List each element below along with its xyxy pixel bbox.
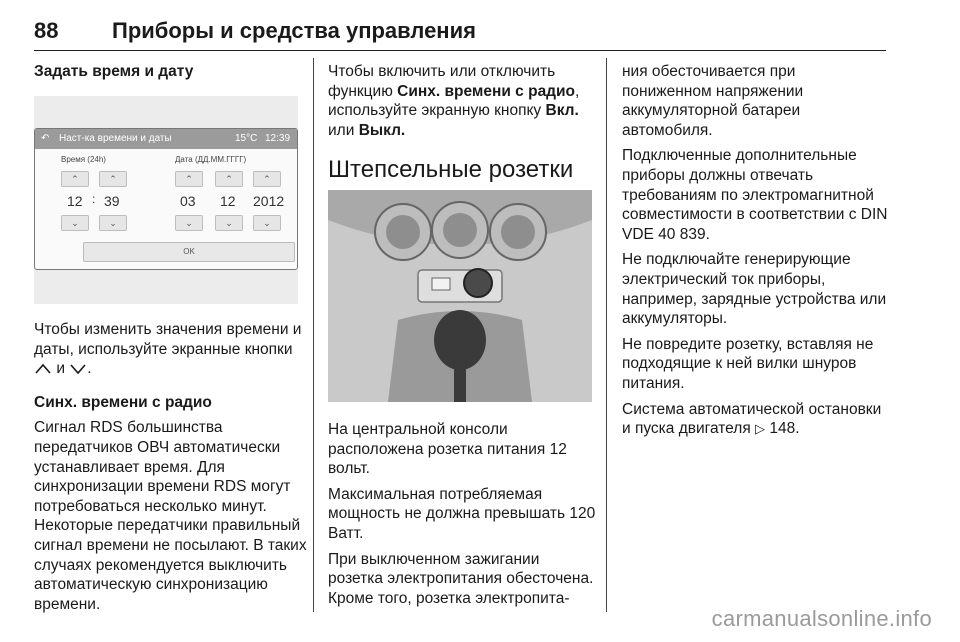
year-down-button[interactable] [253,215,281,231]
page-ref-icon[interactable]: ▷ [755,421,766,437]
year-up-button[interactable] [253,171,281,187]
ok-button[interactable]: OK [83,242,295,262]
chevron-down-icon: ⌄ [225,218,233,228]
chevron-down-icon: ⌄ [263,218,271,228]
watermark: carmanualsonline.info [711,606,932,631]
minute-up-button[interactable] [99,171,127,187]
time-colon: : [92,192,96,206]
month-down-button[interactable] [215,215,243,231]
chevron-up-icon: ⌃ [71,174,79,184]
date-label: Дата (ДД.ММ.ГГГГ) [175,155,247,164]
column-divider-2 [606,58,607,612]
paragraph-text: Чтобы включить или отключить функцию [328,63,556,100]
chevron-up-icon: ⌃ [185,174,193,184]
bold-term-sync: Синх. времени с радио [397,82,576,100]
column-3 [622,62,888,445]
paragraph-toggle-sync [328,62,596,140]
page-reference[interactable]: 148. [769,420,800,438]
hour-down-button[interactable] [61,215,89,231]
column-1 [34,62,304,88]
paragraph-rds: Сигнал RDS большинства передатчиков ОВЧ автоматически устанавливает время. Для синхронизации времени RDS могут потребоваться несколько минут. Некоторые передатчики правильный сигнал времени не посылают. В таких случаях рекомендуется выключить автоматическую синхронизацию времени. [34,419,307,613]
console-illustration [328,190,592,402]
paragraph-max-power: Максимальная потребляемая мощность не должна превышать 120 Ватт. [328,485,596,542]
hour-value: 12 [67,193,83,209]
period: . [87,360,92,378]
section-heading-sockets: Штепсельные розетки [328,156,574,184]
chevron-up-icon: ⌃ [225,174,233,184]
conjunction: или [328,121,355,139]
hour-up-button[interactable] [61,171,89,187]
year-value: 2012 [253,193,285,209]
clock: 12:39 [265,133,291,144]
screen-title-bar [35,129,297,149]
section-heading-set-time: Задать время и дату [34,63,194,80]
paragraph-no-damage: Не повредите розетку, вставляя не подходящие к ней вилки шнуров питания. [622,335,874,392]
conjunction: и [56,360,65,378]
bold-term-off: Выкл. [358,121,406,139]
screen-title: Наст-ка времени и даты [59,133,172,144]
section-heading-sync: Синх. времени с радио [34,393,212,411]
header-rule [34,50,886,51]
month-up-button[interactable] [215,171,243,187]
time-label: Время (24h) [61,155,106,164]
bold-term-on: Вкл. [545,102,579,120]
chevron-up-icon [34,362,52,376]
minute-down-button[interactable] [99,215,127,231]
chevron-down-icon: ⌄ [71,218,79,228]
paragraph-socket-location: На центральной консоли расположена розетка питания 12 вольт. [328,421,567,478]
paragraph-text: Система автоматической остановки и пуска двигателя [622,400,882,438]
chevron-up-icon: ⌃ [109,174,117,184]
minute-value: 39 [104,193,120,209]
column-divider-1 [313,58,314,612]
page-title: Приборы и средства управления [112,18,476,43]
column-2-text [328,420,596,614]
paragraph-emc: Подключенные дополнительные приборы должны отвечать требованиям по электромагнитной совместимости в соответствии с DIN VDE 40 839. [622,147,888,243]
day-value: 03 [180,193,196,209]
back-arrow-icon: ↶ [41,133,50,144]
chevron-down-icon: ⌄ [185,218,193,228]
paragraph-low-voltage: ния обесточивается при пониженном напряжении аккумуляторной батареи автомобиля. [622,63,804,139]
paragraph-no-generators: Не подключайте генерирующие электрический ток приборы, например, зарядные устройства или аккумуляторы. [622,251,887,328]
column-1-text [34,320,308,620]
page-header [34,18,884,52]
paragraph-change-values [34,320,308,379]
time-date-screen-figure [34,96,298,304]
paragraph-text: Чтобы изменить значения времени и даты, используйте экранные кнопки [34,321,302,358]
paragraph-stop-start [622,400,888,439]
chevron-up-icon: ⌃ [263,174,271,184]
page-number: 88 [34,18,59,43]
chevron-down-icon [69,362,87,376]
column-2 [328,62,596,200]
paragraph-text: , используйте экранную кнопку [328,82,580,120]
day-down-button[interactable] [175,215,203,231]
paragraph-ignition-off: При выключенном зажигании розетка электропитания обесточена. Кроме того, розетка электропита- [328,550,594,607]
chevron-down-icon: ⌄ [109,218,117,228]
temperature: 15°C [235,133,258,144]
day-up-button[interactable] [175,171,203,187]
month-value: 12 [220,193,236,209]
power-socket-photo [328,190,592,402]
settings-screen [34,128,298,270]
